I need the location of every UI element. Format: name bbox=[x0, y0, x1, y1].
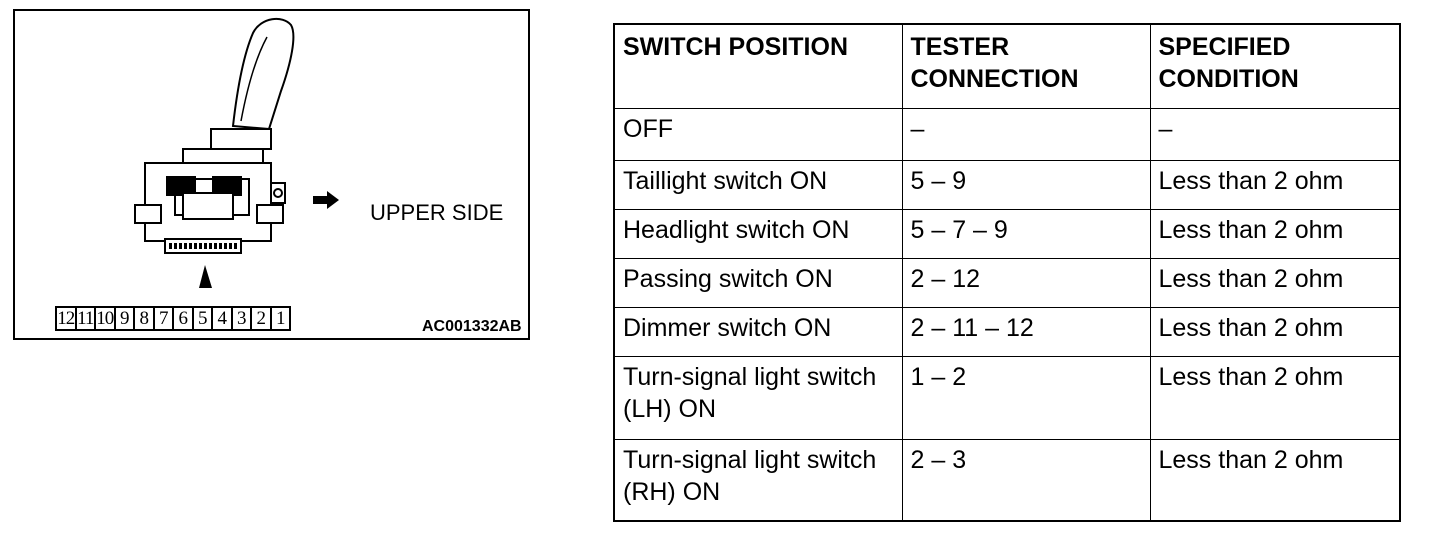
figure-code: AC001332AB bbox=[422, 318, 522, 335]
pin-label: 8 bbox=[133, 306, 155, 331]
table-row bbox=[614, 258, 1400, 307]
specified-condition-cell: Less than 2 ohm bbox=[1150, 307, 1400, 356]
connector-pin-strip bbox=[55, 306, 289, 331]
pin-label: 10 bbox=[94, 306, 116, 331]
switch-position-cell: OFF bbox=[614, 108, 902, 160]
pin-label: 7 bbox=[153, 306, 175, 331]
table-row bbox=[614, 209, 1400, 258]
table-row bbox=[614, 108, 1400, 160]
table-row bbox=[614, 160, 1400, 209]
pin-label: 4 bbox=[211, 306, 233, 331]
tester-connection-cell: 2 – 12 bbox=[902, 258, 1150, 307]
pin-label: 9 bbox=[114, 306, 136, 331]
specified-condition-cell: Less than 2 ohm bbox=[1150, 258, 1400, 307]
header-specified-condition: SPECIFIED CONDITION bbox=[1150, 24, 1400, 108]
specified-condition-cell: Less than 2 ohm bbox=[1150, 160, 1400, 209]
switch-position-cell: Turn-signal light switch (RH) ON bbox=[614, 439, 902, 521]
tester-connection-cell: 2 – 11 – 12 bbox=[902, 307, 1150, 356]
table-row bbox=[614, 439, 1400, 521]
tester-connection-cell: 5 – 7 – 9 bbox=[902, 209, 1150, 258]
specified-condition-cell: Less than 2 ohm bbox=[1150, 356, 1400, 439]
tester-connection-cell: 5 – 9 bbox=[902, 160, 1150, 209]
pin-label: 2 bbox=[250, 306, 272, 331]
switch-position-cell: Dimmer switch ON bbox=[614, 307, 902, 356]
switch-position-cell: Turn-signal light switch (LH) ON bbox=[614, 356, 902, 439]
tester-connection-cell: 2 – 3 bbox=[902, 439, 1150, 521]
switch-diagram bbox=[13, 9, 530, 340]
specified-condition-cell: – bbox=[1150, 108, 1400, 160]
pin-label: 3 bbox=[231, 306, 253, 331]
header-switch-position: SWITCH POSITION bbox=[614, 24, 902, 108]
specified-condition-cell: Less than 2 ohm bbox=[1150, 439, 1400, 521]
switch-position-cell: Passing switch ON bbox=[614, 258, 902, 307]
tester-connection-cell: 1 – 2 bbox=[902, 356, 1150, 439]
pin-label: 6 bbox=[172, 306, 194, 331]
upper-side-label: UPPER SIDE bbox=[370, 200, 504, 225]
pin-label: 5 bbox=[192, 306, 214, 331]
table-header-row bbox=[614, 24, 1400, 108]
tester-connection-cell: – bbox=[902, 108, 1150, 160]
pin-label: 1 bbox=[270, 306, 292, 331]
pin-label: 12 bbox=[55, 306, 77, 331]
header-tester-connection: TESTER CONNECTION bbox=[902, 24, 1150, 108]
pin-label: 11 bbox=[75, 306, 97, 331]
specified-condition-cell: Less than 2 ohm bbox=[1150, 209, 1400, 258]
table-row bbox=[614, 307, 1400, 356]
table-row bbox=[614, 356, 1400, 439]
switch-position-cell: Headlight switch ON bbox=[614, 209, 902, 258]
combination-switch-drawing bbox=[15, 11, 528, 338]
switch-continuity-table bbox=[613, 23, 1401, 522]
switch-position-cell: Taillight switch ON bbox=[614, 160, 902, 209]
